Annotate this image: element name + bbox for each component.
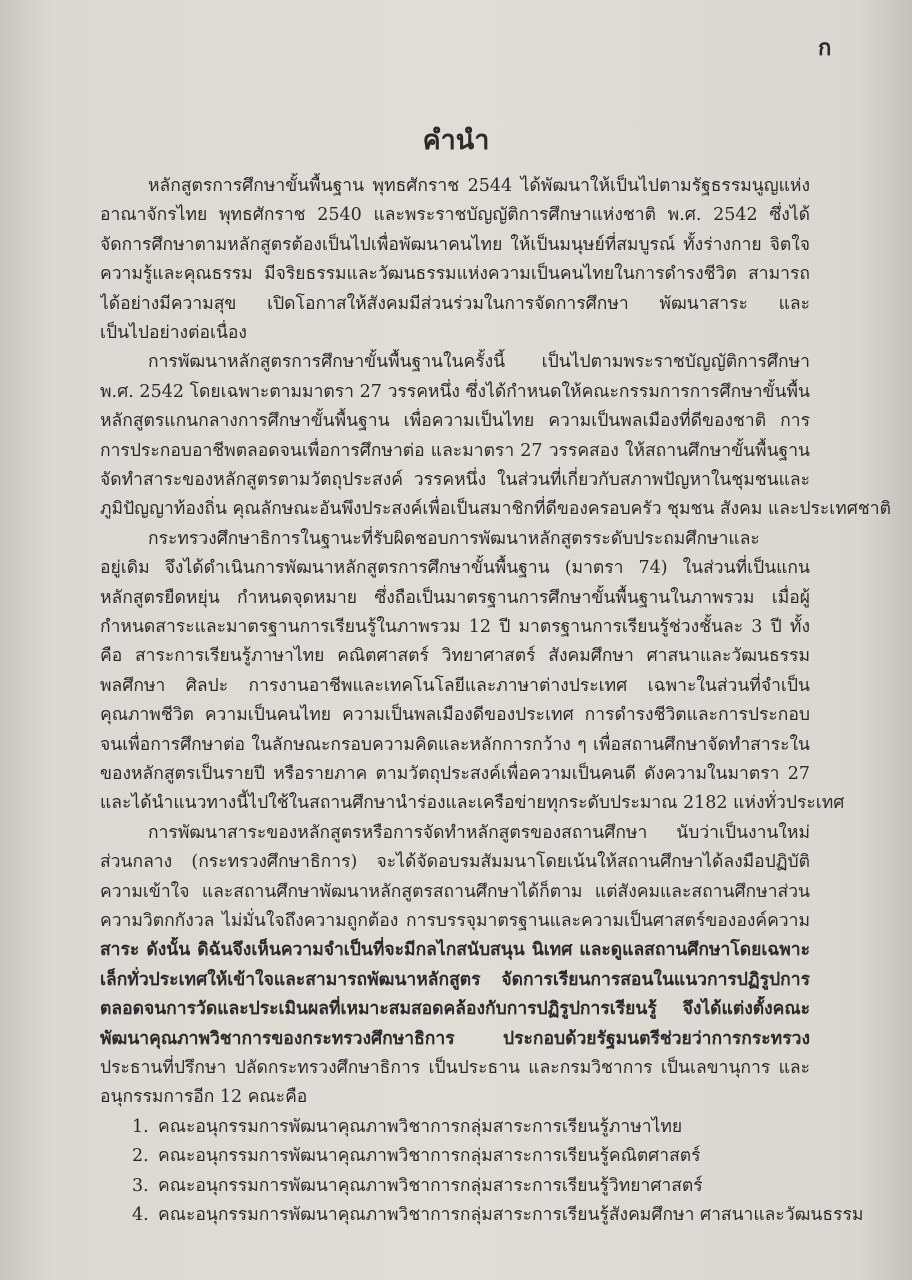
text-line: หลักสูตรการศึกษาขั้นพื้นฐาน พุทธศักราช 2544 ได้พัฒนาให้เป็นไปตามรัฐธรรมนูญแห่ง — [148, 176, 810, 196]
text-line: ของหลักสูตรเป็นรายปี หรือรายภาค ตามวัตถุประสงค์เพื่อความเป็นคนดี ดังความในมาตรา 27 — [100, 764, 810, 784]
list-item-text: คณะอนุกรรมการพัฒนาคุณภาพวิชาการกลุ่มสาระการเรียนรู้วิทยาศาสตร์ — [158, 1175, 703, 1196]
text-line: คือ สาระการเรียนรู้ภาษาไทย คณิตศาสตร์ วิทยาศาสตร์ สังคมศึกษา ศาสนาและวัฒนธรรม — [100, 646, 810, 667]
list-item — [132, 1114, 682, 1140]
text-line: ประธานที่ปรึกษา ปลัดกระทรวงศึกษาธิการ เป็นประธาน และกรมวิชาการ เป็นเลขานุการ และ — [100, 1058, 810, 1078]
text-line: จัดทำสาระของหลักสูตรตามวัตถุประสงค์ วรรคหนึ่ง ในส่วนที่เกี่ยวกับสภาพปัญหาในชุมชนและ — [100, 470, 810, 490]
text-line: สาระ ดังนั้น ดิฉันจึงเห็นความจำเป็นที่จะมีกลไกสนับสนุน นิเทศ และดูแลสถานศึกษาโดยเฉพาะ — [100, 940, 810, 961]
text-line: กระทรวงศึกษาธิการในฐานะที่รับผิดชอบการพัฒนาหลักสูตรระดับประถมศึกษาและ — [148, 528, 760, 549]
text-line: คุณภาพชีวิต ความเป็นคนไทย ความเป็นพลเมืองดีของประเทศ การดำรงชีวิตและการประกอบ — [100, 705, 810, 726]
text-line: อยู่เดิม จึงได้ดำเนินการพัฒนาหลักสูตรการศึกษาขั้นพื้นฐาน (มาตรา 74) ในส่วนที่เป็นแกน — [100, 558, 810, 579]
text-line: อนุกรรมการอีก 12 คณะคือ — [100, 1087, 308, 1108]
list-item-number: 3. — [132, 1175, 149, 1196]
text-line: การพัฒนาสาระของหลักสูตรหรือการจัดทำหลักสูตรของสถานศึกษา นับว่าเป็นงานใหม่ — [148, 822, 810, 843]
page-title: คำนำ — [422, 125, 490, 156]
list-item-text: คณะอนุกรรมการพัฒนาคุณภาพวิชาการกลุ่มสาระการเรียนรู้ภาษาไทย — [158, 1116, 683, 1137]
list-item-text: คณะอนุกรรมการพัฒนาคุณภาพวิชาการกลุ่มสาระการเรียนรู้สังคมศึกษา ศาสนาและวัฒนธรรม — [158, 1205, 864, 1225]
list-item-number: 4. — [132, 1205, 149, 1225]
text-line: การพัฒนาหลักสูตรการศึกษาขั้นพื้นฐานในครั้งนี้ เป็นไปตามพระราชบัญญัติการศึกษา — [148, 352, 810, 373]
text-line: ความรู้และคุณธรรม มีจริยธรรมและวัฒนธรรมแห่งความเป็นคนไทยในการดำรงชีวิต สามารถ — [100, 264, 810, 285]
text-line: หลักสูตรยืดหยุ่น กำหนดจุดหมาย ซึ่งถือเป็นมาตรฐานการศึกษาขั้นพื้นฐานในภาพรวม เมื่อผู้ — [100, 587, 810, 608]
text-line: ความเข้าใจ และสถานศึกษาพัฒนาหลักสูตรสถานศึกษาได้ก็ตาม แต่สังคมและสถานศึกษาส่วน — [100, 881, 810, 902]
text-line: และได้นำแนวทางนี้ไปใช้ในสถานศึกษานำร่องและเครือข่ายทุกระดับประมาณ 2182 แห่งทั่วประเทศ — [100, 793, 845, 814]
text-line: ส่วนกลาง (กระทรวงศึกษาธิการ) จะได้จัดอบรมสัมมนาโดยเน้นให้สถานศึกษาได้ลงมือปฏิบัติ — [100, 852, 810, 873]
text-line: ภูมิปัญญาท้องถิ่น คุณลักษณะอันพึงประสงค์เพื่อเป็นสมาชิกที่ดีของครอบครัว ชุมชน สังคม และประเทศชาติ — [100, 499, 891, 520]
text-line: พลศึกษา ศิลปะ การงานอาชีพและเทคโนโลยีและภาษาต่างประเทศ เฉพาะในส่วนที่จำเป็น — [100, 675, 810, 696]
text-line: พัฒนาคุณภาพวิชาการของกระทรวงศึกษาธิการ ประกอบด้วยรัฐมนตรีช่วยว่าการกระทรวง — [100, 1028, 810, 1049]
text-line: ตลอดจนการวัดและประเมินผลที่เหมาะสมสอดคล้องกับการปฏิรูปการเรียนรู้ จึงได้แต่งตั้งคณะ — [100, 999, 810, 1020]
list-item-number: 2. — [132, 1146, 149, 1167]
page-number: ก — [818, 35, 832, 61]
text-line: กำหนดสาระและมาตรฐานการเรียนรู้ในภาพรวม 12 ปี มาตรฐานการเรียนรู้ช่วงชั้นละ 3 ปี ทั้ง — [100, 617, 810, 637]
list-item-number: 1. — [132, 1116, 149, 1137]
list-item — [132, 1173, 703, 1199]
list-item-text: คณะอนุกรรมการพัฒนาคุณภาพวิชาการกลุ่มสาระการเรียนรู้คณิตศาสตร์ — [158, 1146, 701, 1167]
list-item — [132, 1143, 701, 1169]
text-line: พ.ศ. 2542 โดยเฉพาะตามมาตรา 27 วรรคหนึ่ง ซึ่งได้กำหนดให้คณะกรรมการการศึกษาขั้นพื้น — [100, 381, 810, 402]
text-line: เล็กทั่วประเทศให้เข้าใจและสามารถพัฒนาหลักสูตร จัดการเรียนการสอนในแนวการปฏิรูปการ — [100, 969, 810, 990]
list-item — [132, 1202, 863, 1228]
text-line: เป็นไปอย่างต่อเนื่อง — [100, 323, 247, 343]
text-line: การประกอบอาชีพตลอดจนเพื่อการศึกษาต่อ และมาตรา 27 วรรคสอง ให้สถานศึกษาขั้นพื้นฐาน — [100, 440, 810, 461]
text-line: จนเพื่อการศึกษาต่อ ในลักษณะกรอบความคิดและหลักการกว้าง ๆ เพื่อสถานศึกษาจัดทำสาระใน — [100, 734, 810, 755]
text-line: หลักสูตรแกนกลางการศึกษาขั้นพื้นฐาน เพื่อความเป็นไทย ความเป็นพลเมืองที่ดีของชาติ การ — [100, 411, 810, 432]
text-line: จัดการศึกษาตามหลักสูตรต้องเป็นไปเพื่อพัฒนาคนไทย ให้เป็นมนุษย์ที่สมบูรณ์ ทั้งร่างกาย จิตใจ — [100, 234, 810, 255]
text-line: ได้อย่างมีความสุข เปิดโอกาสให้สังคมมีส่วนร่วมในการจัดการศึกษา พัฒนาสาระ และ — [100, 293, 810, 314]
text-line: อาณาจักรไทย พุทธศักราช 2540 และพระราชบัญญัติการศึกษาแห่งชาติ พ.ศ. 2542 ซึ่งได้ — [100, 205, 810, 226]
text-line: ความวิตกกังวล ไม่มั่นใจถึงความถูกต้อง การบรรจุมาตรฐานและความเป็นศาสตร์ขององค์ความ — [100, 911, 810, 931]
